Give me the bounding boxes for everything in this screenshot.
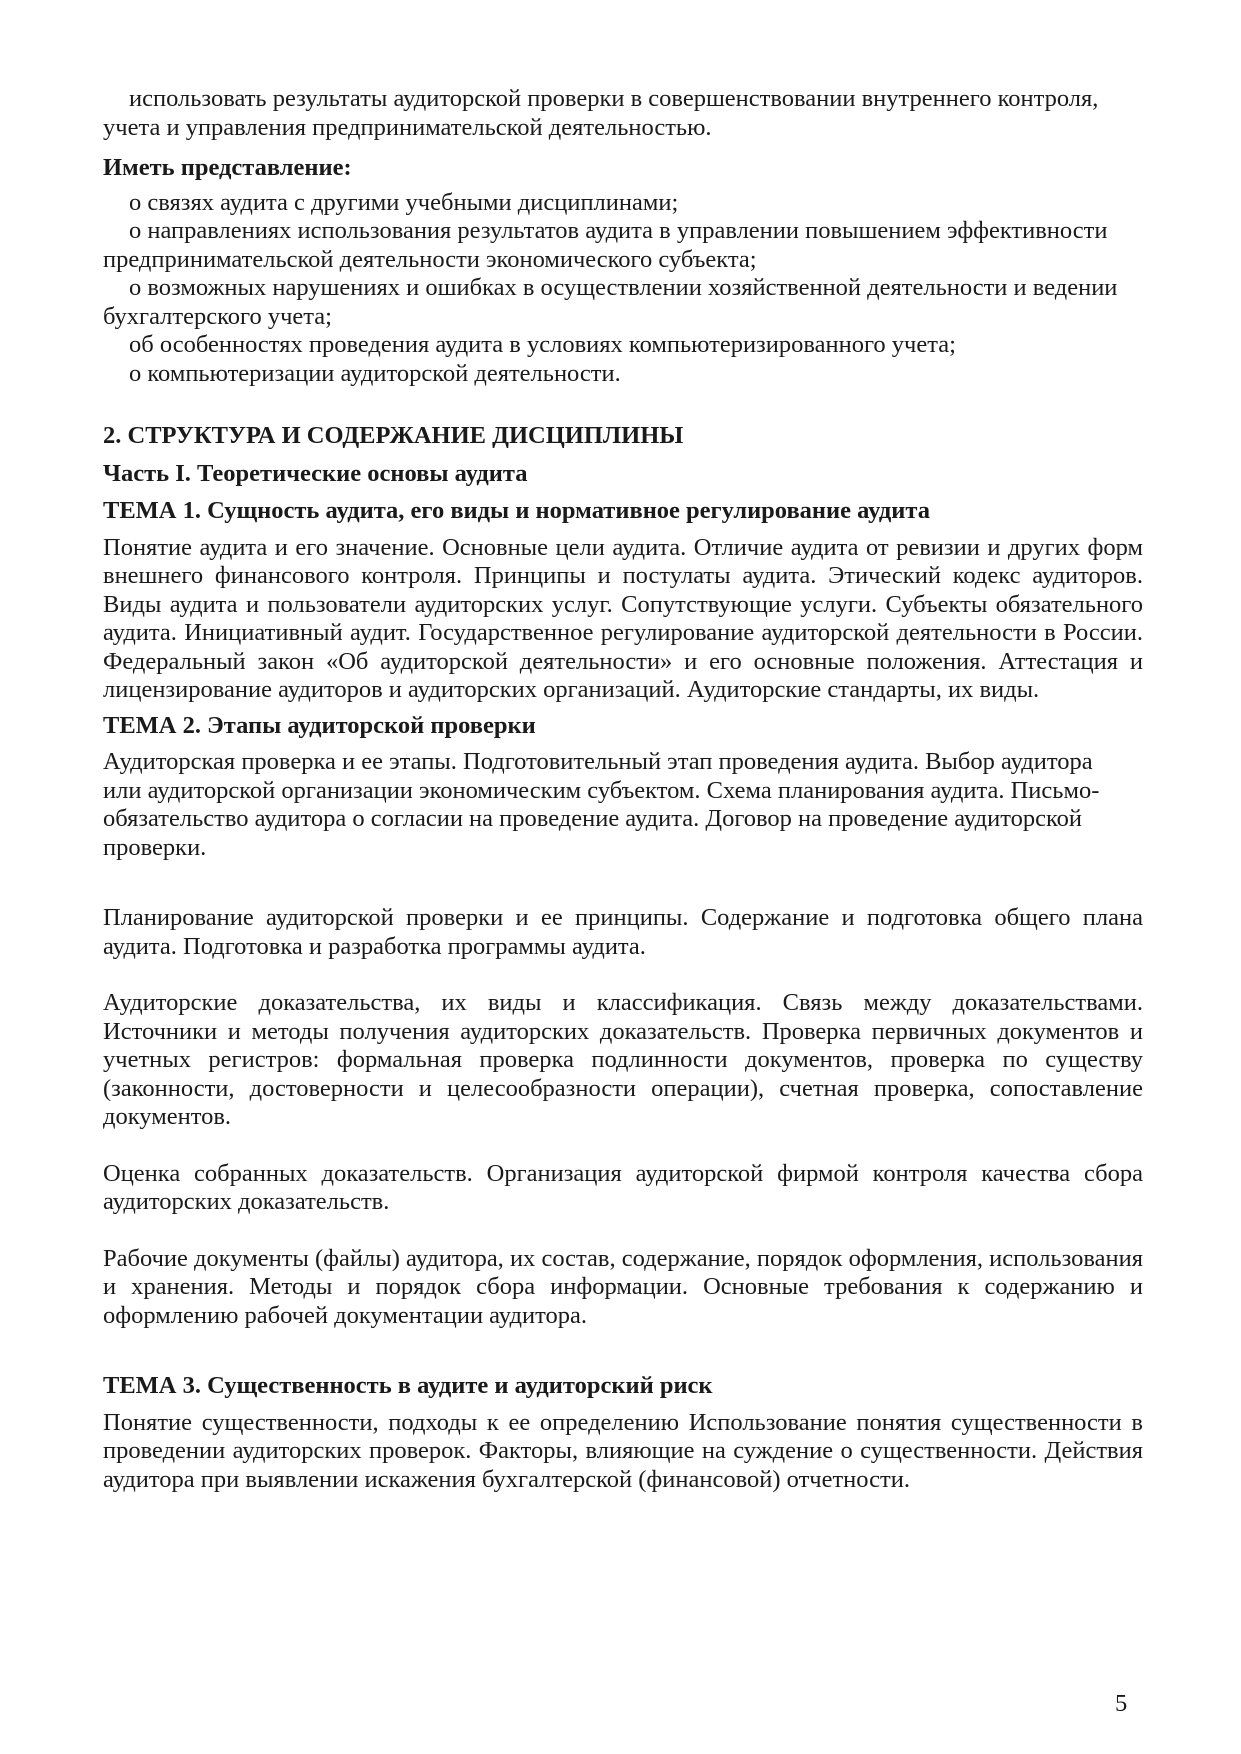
topic2-paragraph: Планирование аудиторской проверки и ее принципы. Содержание и подготовка общего плана аудита. Подготовка и разработка программы аудита. [103,904,1143,960]
topic2-paragraph: Оценка собранных доказательств. Организация аудиторской фирмой контроля качества сбора аудиторских доказательств. [103,1159,1143,1215]
topic2-title: ТЕМА 2. Этапы аудиторской проверки [103,711,536,739]
list-item: об особенностях проведения аудита в условиях компьютеризированного учета; [129,331,956,358]
list-item: о связях аудита с другими учебными дисциплинами; [129,188,679,216]
topic3-title: ТЕМА 3. Существенность в аудите и аудиторский риск [103,1372,713,1399]
topic2-paragraph: Рабочие документы (файлы) аудитора, их состав, содержание, порядок оформления, использования и хранения. Методы и порядок сбора информации. Основные требования к содержанию и оформлению рабочей документации аудитора. [103,1244,1143,1329]
list-item: о направлениях использования результатов аудита в управлении повышением эффективности предпринимательской деятельности экономического субъекта; [103,217,1108,273]
topic1-title: ТЕМА 1. Сущность аудита, его виды и нормативное регулирование аудита [103,497,930,524]
have-idea-heading: Иметь представление: [103,154,352,181]
intro-paragraph: использовать результаты аудиторской проверки в совершенствовании внутреннего контроля, учета и управления предпринимательской деятельностью. [103,85,1099,141]
topic2-paragraph: Аудиторские доказательства, их виды и классификация. Связь между доказательствами. Источники и методы получения аудиторских доказательств. Проверка первичных документов и учетных регистров: формальная проверка подлинности документов, проверка по существу (законности, достоверности и целесообразности операции), счетная проверка, сопоставление документов. [103,989,1143,1130]
section-title: 2. СТРУКТУРА И СОДЕРЖАНИЕ ДИСЦИПЛИНЫ [103,422,684,449]
have-idea-list [103,189,1143,389]
topic3-text: Понятие существенности, подходы к ее определению Использование понятия существенности в проведении аудиторских проверок. Факторы, влияющие на суждение о существенности. Действия аудитора при выявлении искажения бухгалтерской (финансовой) отчетности. [103,1408,1143,1493]
page-content [103,85,1143,1494]
topic1-text: Понятие аудита и его значение. Основные цели аудита. Отличие аудита от ревизии и других форм внешнего финансового контроля. Принципы и постулаты аудита. Этический кодекс аудиторов. Виды аудита и пользователи аудиторских услуг. Сопутствующие услуги. Субъекты обязательного аудита. Инициативный аудит. Государственное регулирование аудиторской деятельности в России. Федеральный закон «Об аудиторской деятельности» и его основные положения. Аттестация и лицензирование аудиторов и аудиторских организаций. Аудиторские стандарты, их виды. [103,533,1143,703]
page-number: 5 [1115,1690,1128,1717]
list-item: о компьютеризации аудиторской деятельности. [129,359,621,387]
list-item: о возможных нарушениях и ошибках в осуществлении хозяйственной деятельности и ведении бухгалтерского учета; [103,274,1118,330]
part-heading: Часть I. Теоретические основы аудита [103,459,528,487]
topic2-paragraph: Аудиторская проверка и ее этапы. Подготовительный этап проведения аудита. Выбор аудитора или аудиторской организации экономическим субъектом. Схема планирования аудита. Письмо-обязательство аудитора о согласии на проведение аудита. Договор на проведение аудиторской проверки. [103,748,1100,861]
